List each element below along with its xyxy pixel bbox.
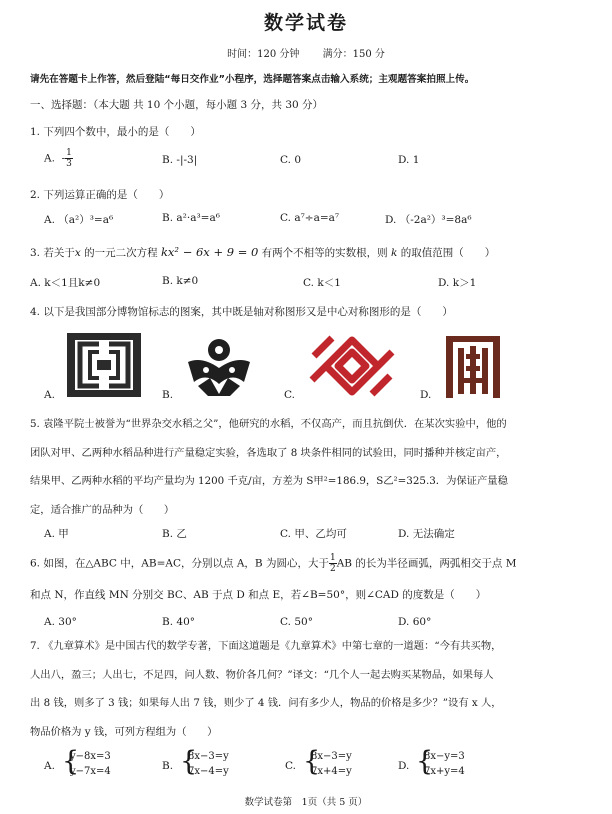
question-7-option-b-label: B. <box>162 760 174 772</box>
question-5-option-d: D. 无法确定 <box>398 528 455 540</box>
question-5-option-b: B. 乙 <box>162 528 187 540</box>
question-7-stem: 7. 《九章算术》是中国古代的数学专著，下面这道题是《九章算术》中第七章的一道题：“今有共买物， 人出八，盈三；人出七，不足四，问人数、物价各几何？”译文：“几个人一起去购买某物品，如果每人 出 8 钱，则多了 3 钱；如果每人出 7 钱，则少了 4 钱．问有多少人，物品的价格是多少？”设有 x 人， 物品价格为 y 钱，可列方程组为（ ） <box>30 640 502 738</box>
question-2-option-d: D. （-2a²）³=8a⁶ <box>385 214 472 226</box>
question-4-option-c-label: C. <box>284 389 295 401</box>
question-6-option-d: D. 60° <box>398 616 432 628</box>
question-2-option-a: A. （a²）³=a⁶ <box>44 214 114 226</box>
score-info: 满分：150 分 <box>322 49 385 60</box>
question-4-stem: 4. 以下是我国部分博物馆标志的图案，其中既是轴对称图形又是中心对称图形的是（ ） <box>30 306 453 318</box>
question-4-option-a-label: A. <box>44 389 55 401</box>
question-6-line-2: 和点 N，作直线 MN 分别交 BC、AB 于点 D 和点 E，若∠B=50°，则∠CAD 的度数是（ ） <box>30 589 487 601</box>
question-1-option-d: D. 1 <box>398 154 420 166</box>
instruction-notice: 请先在答题卡上作答，然后登陆“每日交作业”小程序，选择题答案点击输入系统；主观题答案拍照上传。 <box>30 74 475 85</box>
question-2-option-b: B. a²·a³=a⁶ <box>162 212 220 224</box>
question-5-option-a: A. 甲 <box>44 528 69 540</box>
question-3-option-d: D. k＞1 <box>438 277 477 289</box>
question-1-stem: 1. 下列四个数中，最小的是（ ） <box>30 126 201 138</box>
question-5-option-c: C. 甲、乙均可 <box>280 528 347 540</box>
question-1-option-c: C. 0 <box>280 154 302 166</box>
question-7-option-c-label: C. <box>285 760 296 772</box>
question-4-option-d-label: D. <box>420 389 432 401</box>
museum-logo-a-image <box>64 330 146 400</box>
question-6-line-1: 6. 如图，在△ABC 中，AB=AC，分别以点 A，B 为圆心，大于 $\frac{1}{2}$ AB 的长为半径画弧，两弧相交于点 M <box>30 553 517 574</box>
question-6-option-a: A. 30° <box>44 616 77 628</box>
question-1-option-a: A. - $\frac{1}{3}$ <box>44 148 72 169</box>
question-3-stem: 3. 若关于x 的一元二次方程 kx² − 6x + 9 = 0 有两个不相等的实数根，则 k 的取值范围（ ） <box>30 245 496 259</box>
question-4-option-b-label: B. <box>162 389 174 401</box>
question-2-stem: 2. 下列运算正确的是（ ） <box>30 189 170 201</box>
question-7-option-b-system: { 8x−3=y 7x−4=y <box>180 746 229 777</box>
question-6-option-b: B. 40° <box>162 616 196 628</box>
fraction: $\frac{1}{2}$ <box>329 553 336 574</box>
question-6-option-c: C. 50° <box>280 616 313 628</box>
question-3-option-a: A. k＜1且k≠0 <box>30 277 101 289</box>
question-7-option-d-label: D. <box>398 760 410 772</box>
question-7-option-d-system: { 8x−y=3 7x+y=4 <box>416 746 465 777</box>
question-3-option-c: C. k＜1 <box>303 277 341 289</box>
question-7-option-a-system: { y−8x=3 y−7x=4 <box>62 746 111 777</box>
fraction: $\frac{1}{3}$ <box>66 148 72 169</box>
question-1-option-b: B. -|-3| <box>162 154 198 166</box>
question-7-option-a-label: A. <box>44 760 55 772</box>
question-2-option-c: C. a⁷÷a=a⁷ <box>280 212 340 224</box>
museum-logo-b-image <box>184 336 254 398</box>
museum-logo-d-image <box>440 332 506 400</box>
museum-logo-c-image <box>306 334 398 398</box>
question-5-stem: 5. 袁隆平院士被誉为“世界杂交水稻之父”，他研究的水稻，不仅高产，而且抗倒伏．在某次实验中，他的 团队对甲、乙两种水稻品种进行产量稳定实验，各选取了 8 块条件相同的试验田，同时播种并核定亩产， 结果甲、乙两种水稻的平均产量均为 1200 千克/亩，方差为 S甲²=186.9，S乙²=325.3．为保证产量稳 定，适合推广的品种为（ ） <box>30 418 508 516</box>
exam-meta <box>0 45 612 60</box>
section-heading: 一、选择题：（本大题 共 10 个小题，每小题 3 分，共 30 分） <box>30 99 324 111</box>
time-info: 时间：120 分钟 <box>227 49 300 60</box>
question-3-option-b: B. k≠0 <box>162 275 199 287</box>
question-7-option-c-system: { 8x−3=y 7x+4=y <box>303 746 352 777</box>
page-title: 数学试卷 <box>263 12 348 34</box>
page-footer: 数学试卷第 1页（共 5 页） <box>244 797 368 808</box>
